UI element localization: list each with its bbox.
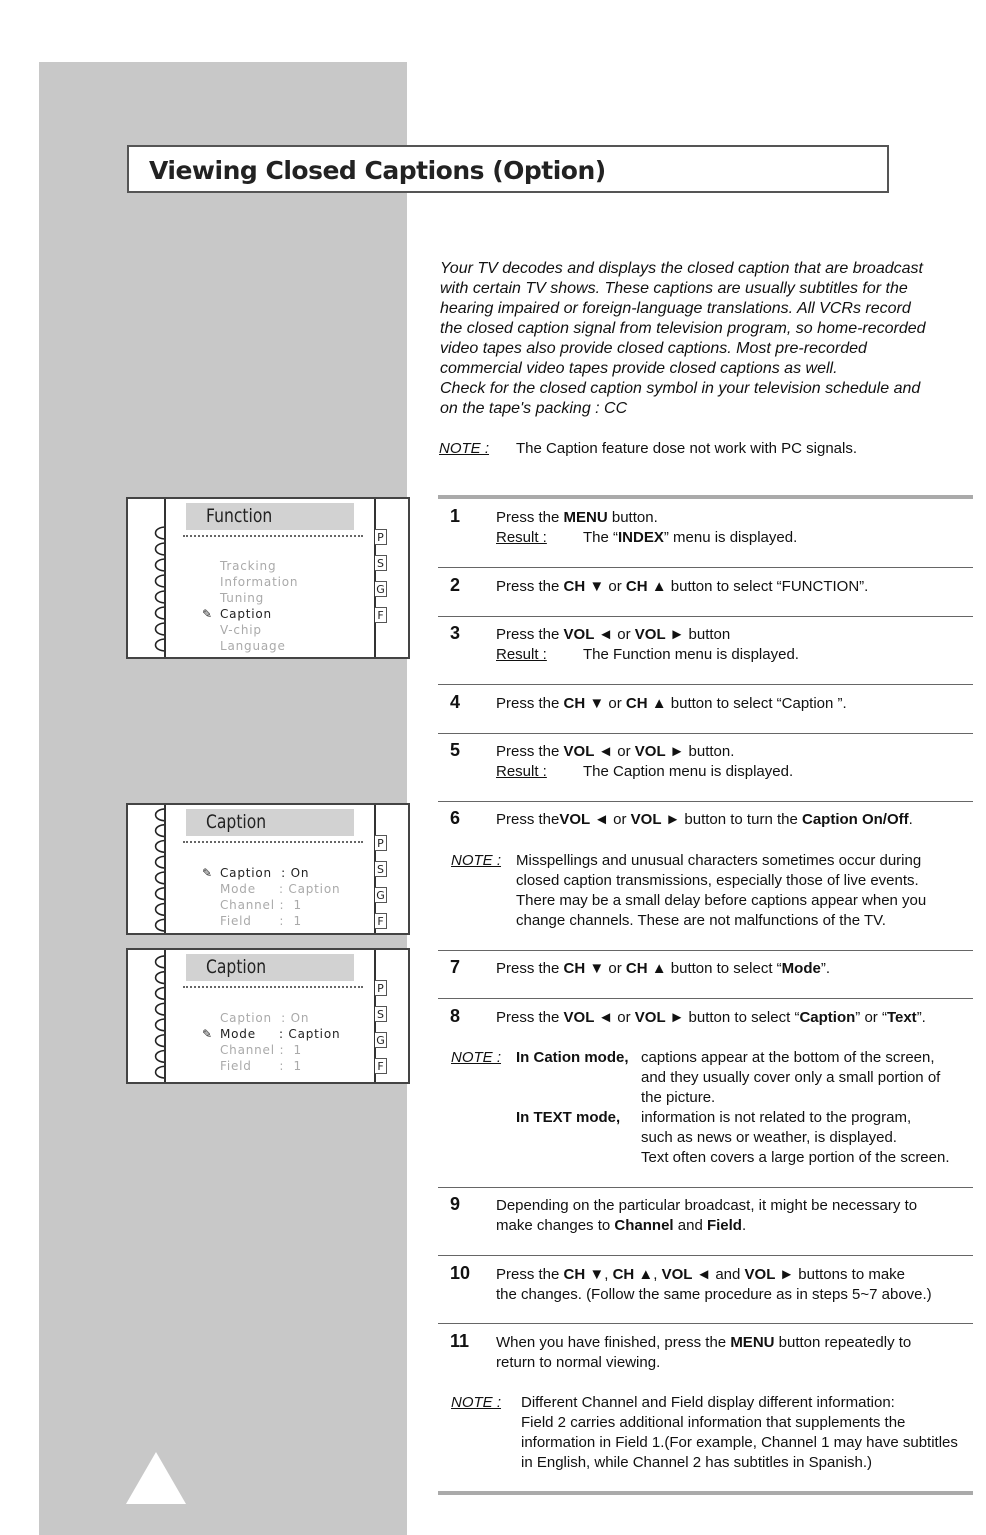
step-text: return to normal viewing. — [496, 1354, 661, 1371]
tab-s[interactable]: S — [375, 1006, 387, 1022]
step-number: 8 — [450, 1006, 461, 1026]
step-text: Press the CH ▼ or CH ▲ button to select “Mode”. — [496, 960, 831, 977]
text-mode-label: In TEXT mode, — [516, 1109, 621, 1126]
top-rule — [438, 495, 973, 499]
osd-dotted-divider — [183, 535, 363, 537]
step-text: When you have finished, press the MENU button repeatedly to — [496, 1334, 912, 1351]
osd-caption-mode-menu — [126, 948, 410, 1084]
osd-caption-menu — [126, 803, 410, 935]
step-divider — [438, 950, 973, 951]
tab-p[interactable]: P — [375, 980, 387, 996]
caption-mode-text: captions appear at the bottom of the screen, and they usually cover only a small portion of the picture. — [641, 1049, 941, 1106]
step-number: 6 — [450, 808, 461, 828]
osd-header — [186, 954, 354, 981]
step-number: 7 — [450, 957, 461, 977]
step-text: Press theVOL ◄ or VOL ► button to turn the Caption On/Off. — [496, 811, 913, 828]
osd-dotted-divider — [183, 986, 363, 988]
step-text: Press the MENU button. — [496, 509, 658, 526]
bottom-rule — [438, 1491, 973, 1495]
intro-paragraph — [440, 259, 980, 419]
step-text: Press the CH ▼, CH ▲, VOL ◄ and VOL ► buttons to make — [496, 1266, 906, 1283]
pencil-icon: ✎ — [202, 1027, 213, 1041]
step-number: 4 — [450, 692, 461, 712]
triangle-marker-icon — [126, 1452, 186, 1504]
tab-s[interactable]: S — [375, 555, 387, 571]
step-number: 10 — [450, 1263, 471, 1283]
step-number: 3 — [450, 623, 461, 643]
intro-line: Your TV decodes and displays the closed caption that are broadcast — [440, 260, 923, 277]
osd-menu-list — [202, 558, 299, 654]
step-number: 11 — [450, 1331, 470, 1351]
tab-p[interactable]: P — [375, 835, 387, 851]
osd-menu-list — [202, 865, 341, 929]
tab-f[interactable]: F — [375, 1058, 387, 1074]
osd-title: Caption — [206, 811, 267, 833]
osd-menu-item-selected[interactable]: ✎ Mode : Caption — [202, 1027, 341, 1041]
osd-menu-item[interactable]: Field : 1 — [220, 1059, 302, 1073]
step-divider — [438, 616, 973, 617]
osd-function-menu — [126, 497, 410, 659]
note-body: Different Channel and Field display different information: Field 2 carries additional information that supplements the information in Field 1.(For example, Channel 1 may have subtitles in English, while Channel 2 has subtitles in Spanish.) — [521, 1394, 958, 1471]
note-label: NOTE : — [451, 1394, 502, 1411]
osd-menu-item[interactable]: Tracking — [220, 559, 277, 573]
step-text: make changes to Channel and Field. — [496, 1217, 747, 1234]
caption-mode-label: In Cation mode, — [516, 1049, 629, 1066]
step-text: Press the VOL ◄ or VOL ► button. — [496, 743, 735, 760]
osd-menu-list — [202, 1010, 341, 1074]
osd-header — [186, 503, 354, 530]
sidebar-panel — [39, 62, 407, 1535]
note-label: NOTE : — [451, 852, 502, 869]
step-divider — [438, 801, 973, 802]
step-text: Depending on the particular broadcast, it might be necessary to — [496, 1197, 918, 1214]
intro-line: with certain TV shows. These captions are usually subtitles for the — [440, 280, 908, 297]
osd-title: Caption — [206, 956, 267, 978]
step-divider — [438, 684, 973, 685]
step-divider — [438, 567, 973, 568]
note-label: NOTE : — [451, 1049, 502, 1066]
osd-menu-item[interactable]: V-chip — [220, 623, 262, 637]
osd-menu-item[interactable]: Tuning — [220, 591, 265, 605]
step-divider — [438, 1323, 973, 1324]
pencil-icon: ✎ — [202, 607, 213, 621]
osd-menu-item[interactable]: Caption : On — [220, 1011, 310, 1025]
step-text: Press the VOL ◄ or VOL ► button to select “Caption” or “Text”. — [496, 1009, 926, 1026]
step-text: Press the VOL ◄ or VOL ► button — [496, 626, 731, 643]
osd-menu-item[interactable]: Channel : 1 — [220, 1043, 302, 1057]
tab-g[interactable]: G — [375, 581, 387, 597]
osd-menu-item[interactable]: Field : 1 — [220, 914, 302, 928]
osd-menu-item-selected[interactable]: ✎ Caption — [202, 607, 272, 621]
osd-title: Function — [206, 505, 273, 527]
pencil-icon: ✎ — [202, 866, 213, 880]
step-divider — [438, 1255, 973, 1256]
step-text: the changes. (Follow the same procedure as in steps 5~7 above.) — [496, 1286, 932, 1303]
step-divider — [438, 1187, 973, 1188]
step-text: Press the CH ▼ or CH ▲ button to select “Caption ”. — [496, 695, 847, 712]
intro-line: on the tape's packing : CC — [440, 400, 628, 417]
page-title: Viewing Closed Captions (Option) — [149, 156, 606, 185]
step-number: 5 — [450, 740, 461, 760]
osd-header — [186, 809, 354, 836]
step-number: 1 — [450, 506, 461, 526]
step-result: Result : The Caption menu is displayed. — [496, 763, 794, 780]
osd-menu-item-selected[interactable]: ✎ Caption : On — [202, 866, 310, 880]
tab-s[interactable]: S — [375, 861, 387, 877]
osd-menu-item[interactable]: Information — [220, 575, 299, 589]
osd-menu-item[interactable]: Channel : 1 — [220, 898, 302, 912]
text-mode-text: information is not related to the program, such as news or weather, is displayed. Text often covers a large portion of the screen. — [641, 1109, 950, 1166]
step-divider — [438, 998, 973, 999]
tab-f[interactable]: F — [375, 913, 387, 929]
step-divider — [438, 733, 973, 734]
step-number: 2 — [450, 575, 461, 595]
note-label: NOTE : — [439, 440, 490, 457]
intro-line: commercial video tapes provide closed captions as well. — [440, 360, 838, 377]
tab-p[interactable]: P — [375, 529, 387, 545]
intro-line: the closed caption signal from television program, so home-recorded — [440, 320, 926, 337]
osd-menu-item[interactable]: Language — [220, 639, 286, 653]
osd-menu-item[interactable]: Mode : Caption — [220, 882, 341, 896]
step-number: 9 — [450, 1194, 461, 1214]
tab-g[interactable]: G — [375, 887, 387, 903]
tab-g[interactable]: G — [375, 1032, 387, 1048]
intro-line: hearing impaired or foreign-language translations. All VCRs record — [440, 300, 911, 317]
intro-line: Check for the closed caption symbol in your television schedule and — [440, 380, 921, 397]
note-body: Misspellings and unusual characters sometimes occur during closed caption transmissions, especially those of live events. There may be a small delay before captions appear when you change channels. These are not malfunctions of the TV. — [516, 852, 927, 929]
osd-dotted-divider — [183, 841, 363, 843]
step-text: Press the CH ▼ or CH ▲ button to select “FUNCTION”. — [496, 578, 869, 595]
step-result: Result : The “INDEX” menu is displayed. — [496, 529, 798, 546]
top-note — [439, 440, 857, 457]
step-result: Result : The Function menu is displayed. — [496, 646, 799, 663]
title-box — [127, 145, 889, 193]
intro-line: video tapes also provide closed captions. Most pre-recorded — [440, 340, 867, 357]
note-text: The Caption feature dose not work with PC signals. — [516, 440, 858, 457]
tab-f[interactable]: F — [375, 607, 387, 623]
